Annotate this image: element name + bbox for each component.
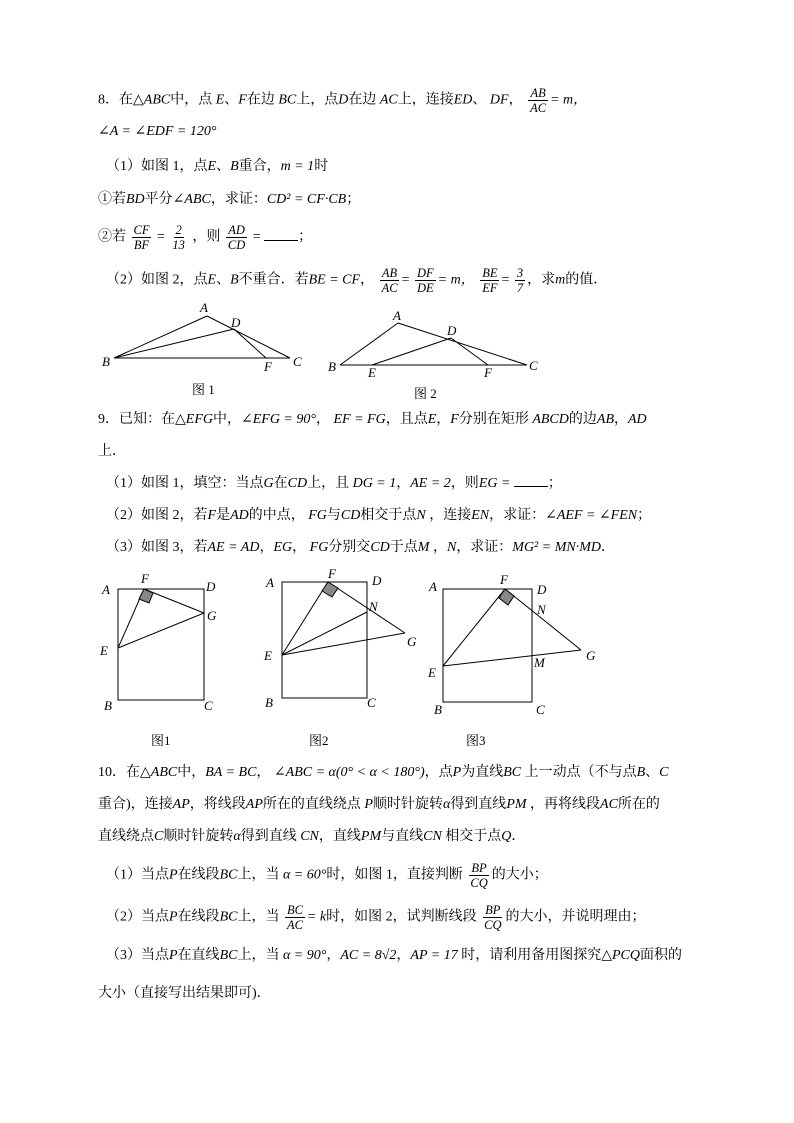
fig8-2-label-A: A xyxy=(393,308,401,323)
fig9-2-label-E: E xyxy=(264,648,272,663)
fig9-2-label-C: C xyxy=(367,695,376,710)
q9-fig3-caption: 图3 xyxy=(466,733,486,748)
q8-figure-2 xyxy=(340,323,527,365)
fig9-2-label-N: N xyxy=(369,599,378,614)
fig9-1-label-D: D xyxy=(206,579,216,594)
fig9-3-label-M: M xyxy=(534,655,545,670)
fig8-1-label-B: B xyxy=(102,354,110,369)
right-angle-marker xyxy=(139,589,153,603)
fig9-3-label-A: A xyxy=(429,579,437,594)
q9-fig2-caption: 图2 xyxy=(309,733,329,748)
q10-line2: 重合)，连接AP，将线段AP所在的直线绕点 P顺时针旋转α得到直线PM ，再将线段AC所在的 xyxy=(98,797,660,812)
fig8-1-label-A: A xyxy=(200,300,208,315)
q10-part3-line2: 大小（直接写出结果即可)． xyxy=(98,986,271,1001)
fig9-1-label-B: B xyxy=(104,698,112,713)
fig9-3-label-C: C xyxy=(536,702,545,717)
fig9-2-label-F: F xyxy=(328,566,336,581)
fig9-1-label-G: G xyxy=(207,608,217,623)
fig8-2-label-C: C xyxy=(529,358,538,373)
q9-fig1-caption: 图1 xyxy=(151,733,171,748)
q10-part3: （3）当点P在直线BC上，当 α = 90°，AC = 8√2，AP = 17 时，请利用备用图探究△PCQ面积的 xyxy=(106,948,682,963)
q9-figure-3 xyxy=(443,589,581,702)
fig9-3-label-D: D xyxy=(537,582,547,597)
fig9-3-label-F: F xyxy=(500,572,508,587)
fig9-1-label-C: C xyxy=(204,698,213,713)
q8-figure-1 xyxy=(114,316,290,358)
q9-part2: （2）如图 2，若F是AD的中点， FG与CD相交于点N ，连接EN，求证：∠AEF = ∠FEN； xyxy=(106,508,652,523)
q8-ratio-fraction: $\frac{AB}{AC}$ xyxy=(530,86,547,115)
q8-part1: （1）如图 1，点E、B重合，m = 1时 xyxy=(106,159,329,174)
fig9-3-label-E: E xyxy=(428,665,436,680)
fig9-2-label-A: A xyxy=(266,575,274,590)
q9-figure-2 xyxy=(282,582,405,698)
q10-line3: 直线绕点C顺时针旋转α得到直线 CN，直线PM与直线CN 相交于点Q． xyxy=(98,829,526,844)
fig8-2-label-E: E xyxy=(368,365,376,380)
fig9-1-label-A: A xyxy=(102,582,110,597)
fig9-3-label-G: G xyxy=(586,648,596,663)
q10-part1: （1）当点P在线段BC上，当 α = 60°时，如图 1，直接判断 $\frac{BP}{CQ}$ 的大小； xyxy=(106,861,548,890)
answer-blank[interactable] xyxy=(514,474,548,487)
q9-figure-1 xyxy=(118,589,204,700)
fig9-1-label-F: F xyxy=(141,571,149,586)
q8-sub2: ②若 $\frac{CF}{BF}$ = $\frac{2}{13}$ ，则 $\frac{AD}{CD}$ = ； xyxy=(98,223,313,252)
q9-part1: （1）如图 1，填空：当点G在CD上，且 DG = 1，AE = 2，则EG = ； xyxy=(106,476,562,491)
fig8-2-label-D: D xyxy=(447,323,457,338)
q9-line2: 上． xyxy=(98,444,126,459)
fig8-1-label-F: F xyxy=(264,359,272,374)
q9-line1: 9．已知：在△EFG中，∠EFG = 90°， EF = FG，且点E，F分别在矩形 ABCD的边AB，AD xyxy=(98,412,647,427)
fig9-2-label-B: B xyxy=(265,695,273,710)
fig8-2-label-B: B xyxy=(328,359,336,374)
fig8-1-label-D: D xyxy=(231,315,241,330)
q9-part3: （3）如图 3，若AE = AD，EG， FG分别交CD于点M ，N，求证：MG² = MN·MD． xyxy=(106,540,615,555)
fig8-2-label-F: F xyxy=(484,365,492,380)
fig9-1-label-E: E xyxy=(100,643,108,658)
fig9-3-label-N: N xyxy=(537,602,546,617)
q8-line2: ∠A = ∠EDF = 120° xyxy=(98,124,217,139)
q10-part2: （2）当点P在线段BC上，当 $\frac{BC}{AC}$ = k时，如图 2，试判断线段 $\frac{BP}{CQ}$ 的大小，并说明理由； xyxy=(106,903,646,932)
fig9-2-label-G: G xyxy=(407,634,417,649)
q8-line1: 8．在△ABC中，点 E、F在边 BC上，点D在边 AC上，连接ED、 DF， $\frac{AB}{AC}$ = m， xyxy=(98,86,588,115)
fig9-3-label-B: B xyxy=(434,702,442,717)
right-angle-marker xyxy=(322,582,338,597)
q8-fig2-caption: 图 2 xyxy=(414,386,437,401)
q8-sub1: ①若BD平分∠ABC，求证：CD² = CF·CB； xyxy=(98,192,361,207)
q8-part2: （2）如图 2，点E、B不重合．若BE = CF， $\frac{AB}{AC}$ = $\frac{DF}{DE}$ = m， $\frac{BE}{EF}$ = $\frac{3}{7}$ ，求m的值． xyxy=(106,266,608,295)
right-angle-marker xyxy=(499,589,514,605)
fig8-1-label-C: C xyxy=(293,354,302,369)
q10-line1: 10．在△ABC中，BA = BC， ∠ABC = α(0° < α < 180°)，点P为直线BC 上一动点（不与点B、C xyxy=(98,765,669,780)
q8-fig1-caption: 图 1 xyxy=(192,382,215,397)
fig9-2-label-D: D xyxy=(372,573,382,588)
